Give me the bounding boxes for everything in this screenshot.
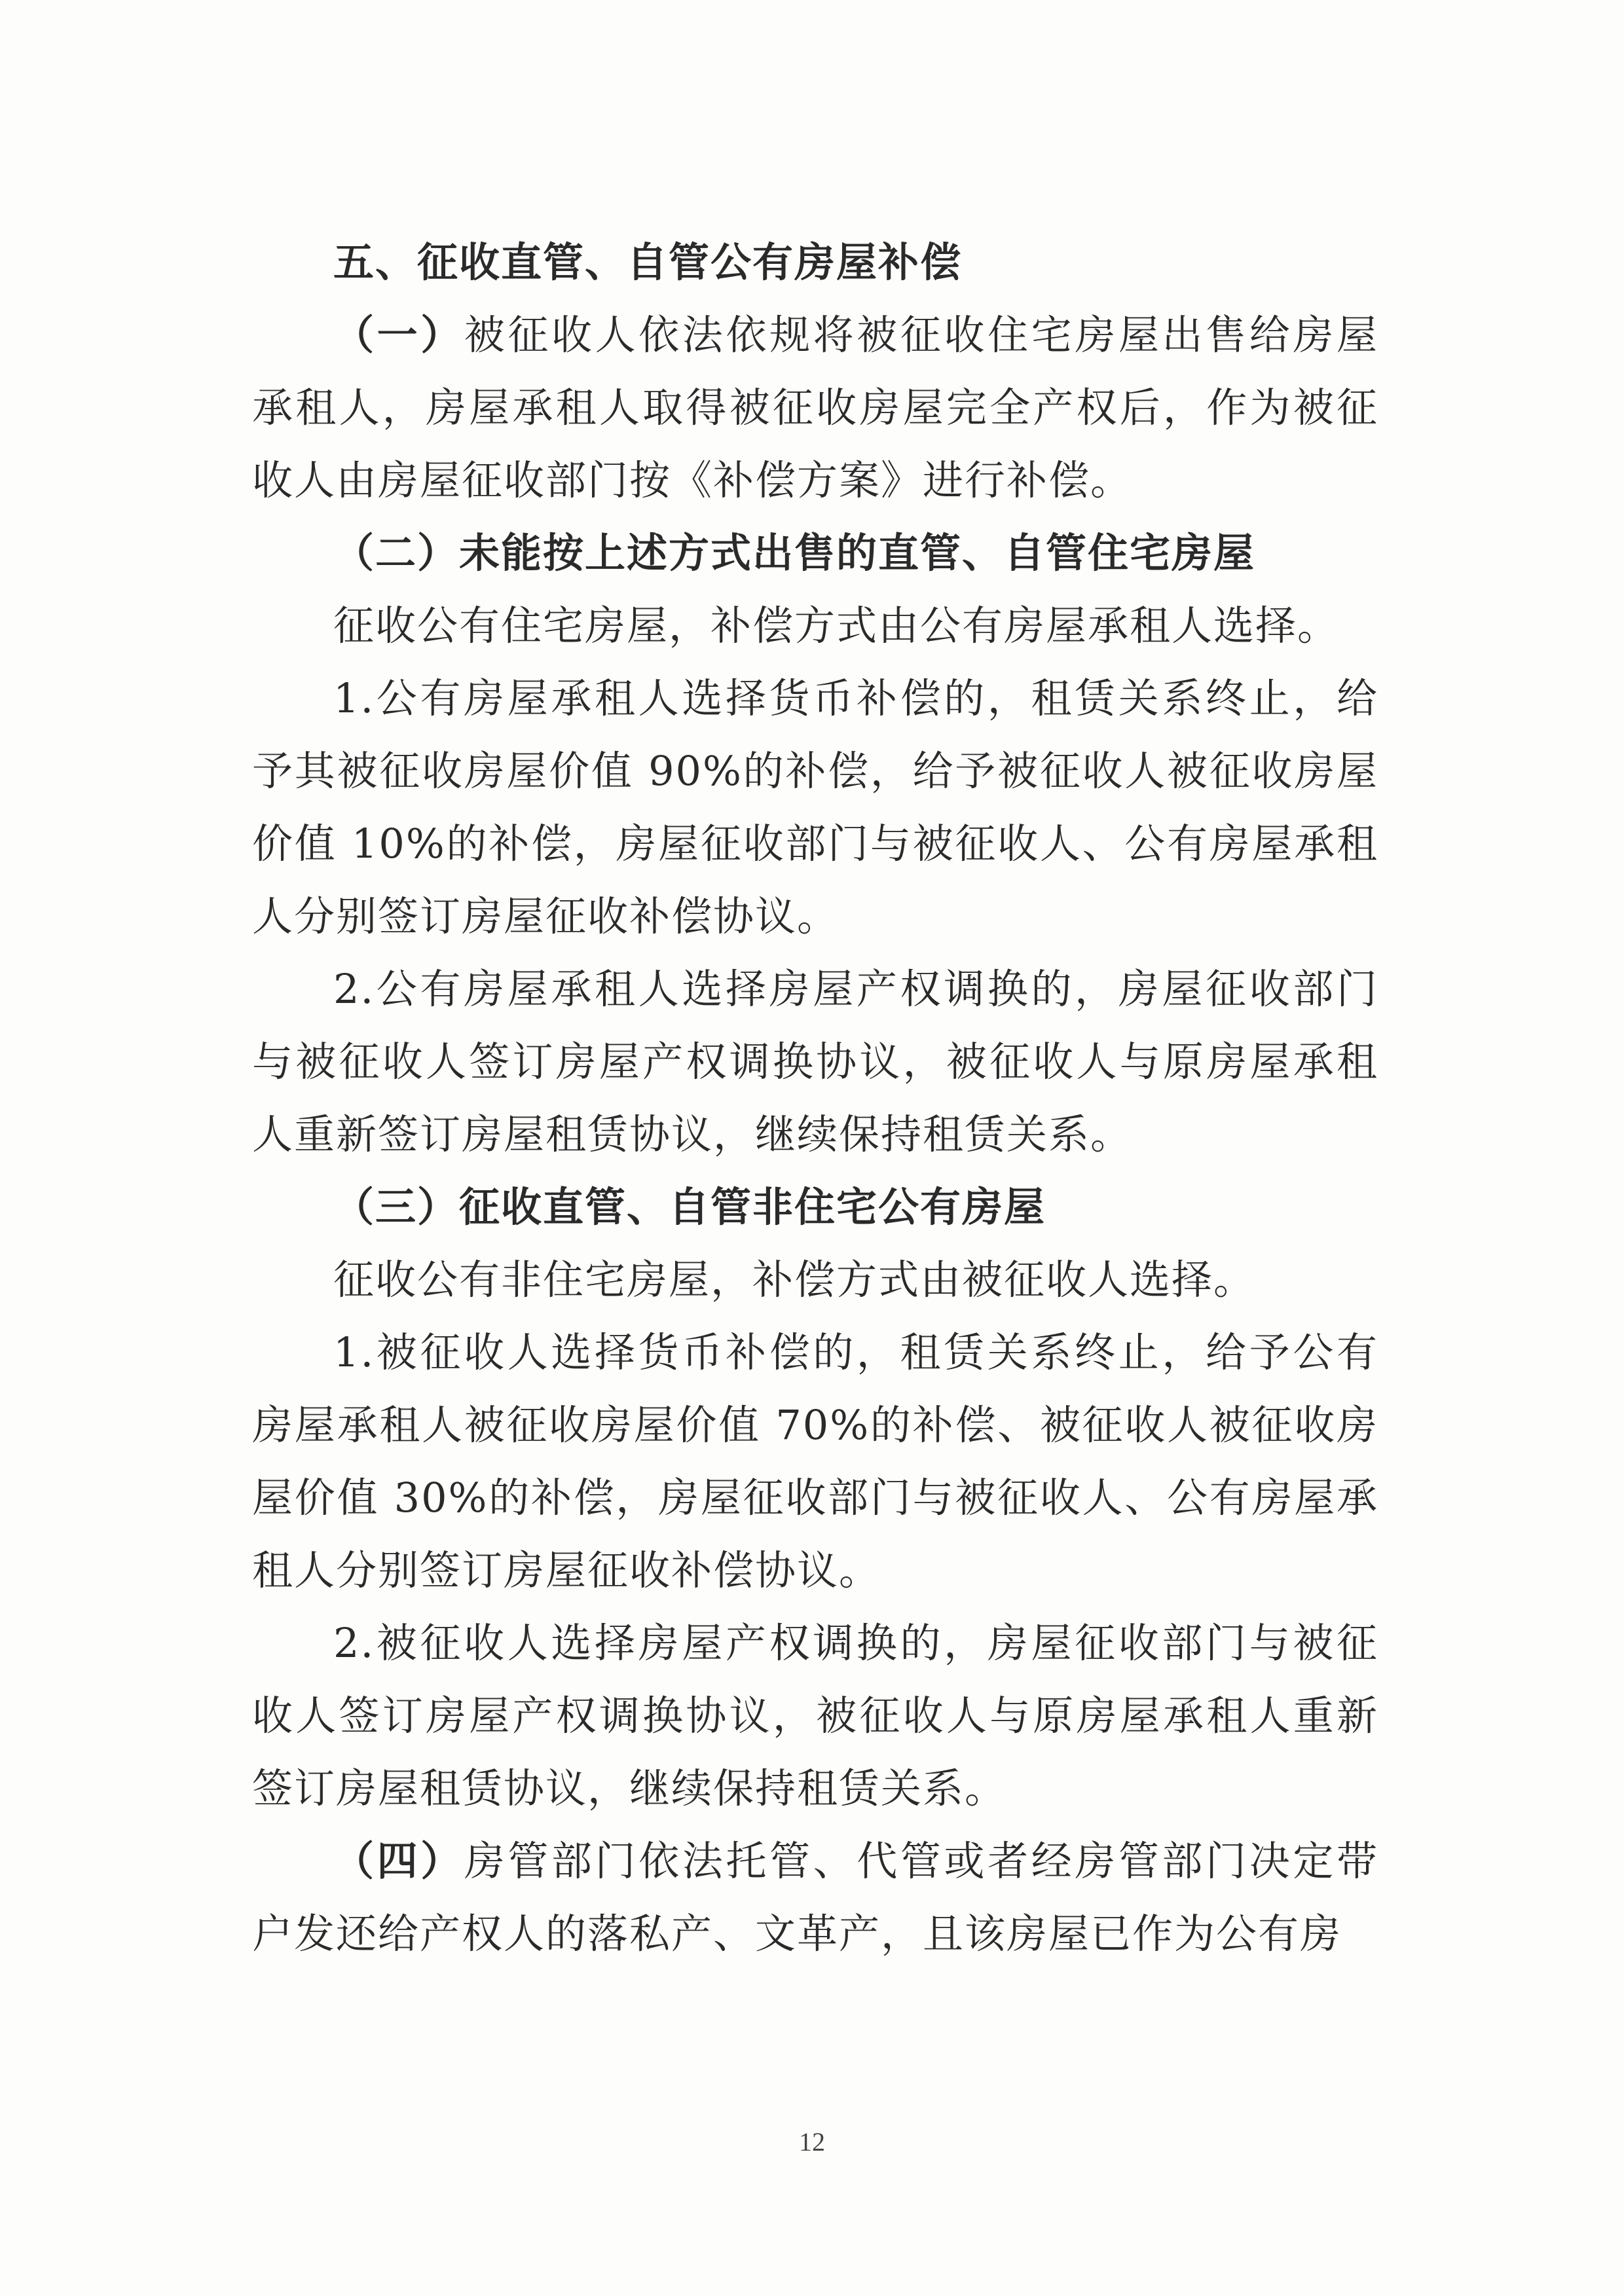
paragraph-10 — [252, 1825, 1378, 1970]
section-heading: 五、征收直管、自管公有房屋补偿 — [333, 238, 963, 286]
paragraph-3: 征收公有住宅房屋，补偿方式由公有房屋承租人选择。 — [333, 602, 1340, 649]
subsection-heading-2: （二）未能按上述方式出售的直管、自管住宅房屋 — [333, 529, 1256, 577]
paragraph-5: 2.公有房屋承租人选择房屋产权调换的，房屋征收部门与被征收人签订房屋产权调换协议，被征收人与原房屋承租人重新签订房屋租赁协议，继续保持租赁关系。 — [252, 965, 1378, 1158]
paragraph-8: 1.被征收人选择货币补偿的，租赁关系终止，给予公有房屋承租人被征收房屋价值 70%的补偿、被征收人被征收房屋价值 30%的补偿，房屋征收部门与被征收人、公有房屋承租人分别签订房屋征收补偿协议。 — [252, 1328, 1378, 1594]
paragraph-1-text: 被征收人依法依规将被征收住宅房屋出售给房屋承租人，房屋承租人取得被征收房屋完全产权后，作为被征收人由房屋征收部门按《补偿方案》进行补偿。 — [252, 311, 1378, 504]
paragraph-1 — [252, 299, 1378, 517]
paragraph-1-label: （一） — [333, 311, 464, 359]
document-body — [252, 226, 1378, 1970]
paragraph-9: 2.被征收人选择房屋产权调换的，房屋征收部门与被征收人签订房屋产权调换协议，被征收人与原房屋承租人重新签订房屋租赁协议，继续保持租赁关系。 — [252, 1619, 1378, 1812]
paragraph-10-label: （四） — [333, 1837, 464, 1885]
page-number: 12 — [799, 2127, 825, 2157]
subsection-heading-3: （三）征收直管、自管非住宅公有房屋 — [333, 1183, 1046, 1231]
paragraph-7: 征收公有非住宅房屋，补偿方式由被征收人选择。 — [333, 1256, 1256, 1303]
paragraph-10-text: 房管部门依法托管、代管或者经房管部门决定带户发还给产权人的落私产、文革产，且该房屋已作为公有房 — [252, 1837, 1378, 1958]
paragraph-4: 1.公有房屋承租人选择货币补偿的，租赁关系终止，给予其被征收房屋价值 90%的补偿，给予被征收人被征收房屋价值 10%的补偿，房屋征收部门与被征收人、公有房屋承租人分别签订房屋征收补偿协议。 — [252, 674, 1378, 940]
